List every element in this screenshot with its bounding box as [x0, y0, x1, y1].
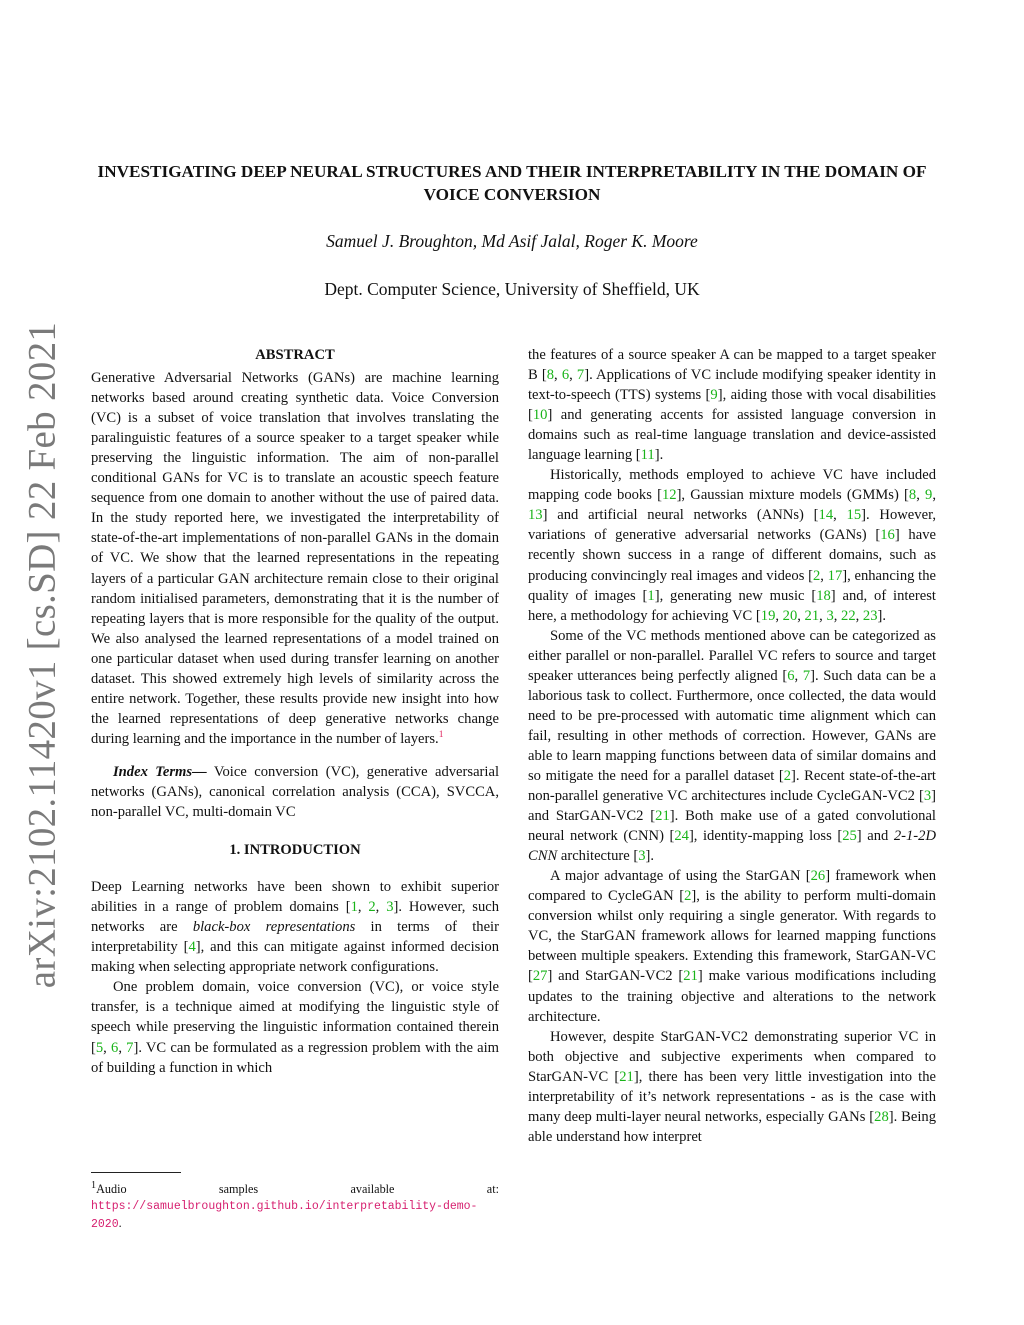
right-paragraph-5: However, despite StarGAN-VC2 demonstrating superior VC in both objective and subjective experiments when compared to StarGAN-VC [21], there has been very little investigation into the interpretability of it’s network representations - as is the case with many deep multi-layer neural networks, especially GANs [28]. Being able understand how interpret — [528, 1028, 936, 1145]
citation-link[interactable]: 1 — [647, 587, 655, 604]
citation-link[interactable]: 10 — [532, 407, 548, 424]
citation-link[interactable]: 14 — [818, 507, 834, 524]
citation-link[interactable]: 3 — [826, 607, 834, 624]
intro-paragraph-2: One problem domain, voice conversion (VC), or voice style transfer, is a technique aimed at modifying the linguistic style of speech while preserving the linguistic information contained therein [5, 6, 7]. VC can be formulated as a regression problem with the aim of building a function in which — [91, 979, 500, 1076]
citation-link[interactable]: 21 — [804, 607, 820, 624]
citation-link[interactable]: 6 — [787, 667, 795, 684]
citation-link[interactable]: 17 — [827, 567, 843, 584]
citation-link[interactable]: 21 — [683, 968, 698, 985]
left-column — [91, 345, 499, 1078]
footnote-marker-link[interactable]: 1 — [438, 730, 444, 741]
citation-link[interactable]: 2 — [783, 767, 792, 784]
citation-link[interactable]: 7 — [802, 667, 811, 684]
audio-samples-link[interactable]: https://samuelbroughton.github.io/interpretability-demo-2020 — [91, 1200, 478, 1232]
citation-link[interactable]: 6 — [561, 367, 570, 384]
abstract-text: Generative Adversarial Networks (GANs) are machine learning networks based around creating synthetic data. Voice Conversion (VC) is a subset of voice translation that involves translating the paralinguistic features of a source speaker to a target speaker while preserving the linguistic information. The aim of non-parallel conditional GANs for VC is to translate an acoustic speech feature sequence from one domain to another without the use of paired data. In the study reported here, we investigated the interpretability of state-of-the-art implementations of non-parallel GANs in the domain of VC. We show that the learned representations in the repeating layers of a particular GAN architecture remain close to their original random initialised parameters, demonstrating that it is the number of repeating layers that is more responsible for the quality of the output. We also analysed the learned representations of a model trained on one particular dataset when used during transfer learning on another dataset. This showed extremely high levels of similarity across the entire network. Together, these results provide new insight into how the learned representations of deep generative networks change during learning and the importance in the number of layers.$^1$ — [91, 370, 499, 747]
citation-link[interactable]: 9 — [710, 387, 718, 404]
citation-link[interactable]: 6 — [111, 1039, 119, 1056]
citation-link[interactable]: 13 — [528, 507, 543, 524]
introduction-heading: 1. INTRODUCTION — [229, 842, 361, 859]
citation-link[interactable]: 8 — [908, 487, 917, 504]
right-paragraph-2: Historically, methods employed to achieve VC have included mapping code books [12], Gaussian mixture models (GMMs) [8, 9, 13] and artificial neural networks (ANNs) [14, 15]. However, variations of generative adversarial networks (GANs) [16] have recently shown success in a range of different domains, such as producing convincingly real images and videos [2, 17], enhancing the quality of images [1], generating new music [18] and, of interest here, a methodology for achieving VC [19, 20, 21, 3, 22, 23]. — [528, 467, 936, 624]
citation-link[interactable]: 24 — [674, 828, 689, 845]
citation-link[interactable]: 4 — [188, 939, 196, 956]
citation-link[interactable]: 2 — [368, 899, 376, 916]
paper-title: INVESTIGATING DEEP NEURAL STRUCTURES AND THEIR INTERPRETABILITY IN THE DOMAIN OF VOICE CONVERSION — [97, 162, 927, 204]
citation-link[interactable]: 21 — [655, 808, 670, 825]
footnote-mark: 1 — [91, 1180, 97, 1191]
intro-paragraph-1: Deep Learning networks have been shown to exhibit superior abilities in a range of problem domains [1, 2, 3]. However, such networks are black-box representations in terms of their interpretability [4], and this can mitigate against informed decision making when selecting appropriate network configurations. — [91, 879, 500, 976]
citation-link[interactable]: 28 — [874, 1108, 889, 1125]
citation-link[interactable]: 22 — [841, 607, 856, 624]
right-paragraph-3: Some of the VC methods mentioned above can be categorized as either parallel or non-parallel. Parallel VC refers to source and target speaker utterances being perfectly aligned [6, 7]. Such data can be a laborious task to collect. Furthermore, once collected, the data would need to be pre-processed with automatic time alignment which can fail, resulting in other methods of correction. However, GANs are able to learn mapping functions between data of similar domains and so mitigate the need for a parallel dataset [2]. Recent state-of-the-art non-parallel generative VC architectures include CycleGAN-VC2 [3] and StarGAN-VC2 [21]. Both make use of a gated convolutional neural network (CNN) [24], identity-mapping loss [25] and 2-1-2D CNN architecture [3]. — [528, 627, 936, 865]
citation-link[interactable]: 8 — [546, 367, 555, 384]
citation-link[interactable]: 21 — [619, 1068, 634, 1085]
citation-link[interactable]: 27 — [532, 968, 548, 985]
citation-link[interactable]: 3 — [386, 899, 394, 916]
paper-authors: Samuel J. Broughton, Md Asif Jalal, Roger K. Moore — [326, 231, 698, 251]
footnote: $^1$Audio samples available at: https://samuelbroughton.github.io/interpretability-demo-2020. — [91, 1180, 499, 1232]
citation-link[interactable]: 7 — [126, 1039, 134, 1056]
citation-link[interactable]: 1 — [350, 899, 358, 916]
citation-link[interactable]: 3 — [923, 788, 932, 805]
citation-link[interactable]: 2 — [684, 888, 692, 905]
citation-link[interactable]: 18 — [816, 587, 831, 604]
citation-link[interactable]: 20 — [782, 607, 798, 624]
citation-link[interactable]: 9 — [925, 487, 933, 504]
citation-link[interactable]: 26 — [810, 868, 826, 885]
abstract-heading: ABSTRACT — [255, 347, 335, 363]
footnote-divider — [91, 1172, 181, 1173]
citation-link[interactable]: 5 — [95, 1039, 104, 1056]
paper-affiliation: Dept. Computer Science, University of Sheffield, UK — [324, 279, 700, 299]
arxiv-identifier-stamp: arXiv:2102.11420v1 [cs.SD] 22 Feb 2021 — [20, 321, 64, 989]
citation-link[interactable]: 2 — [812, 567, 821, 584]
right-paragraph-1: the features of a source speaker A can be mapped to a target speaker B [8, 6, 7]. Applications of VC include modifying speaker identity in text-to-speech (TTS) systems [9], aiding those with vocal disabilities [10] and generating accents for assisted language conversion in domains such as real-time language translation and device-assisted language learning [11]. — [528, 347, 937, 464]
index-terms: Index Terms— Voice conversion (VC), generative adversarial networks (GANs), canonical correlation analysis (CCA), SVCCA, non-parallel VC, multi-domain VC — [91, 763, 500, 821]
citation-link[interactable]: 16 — [880, 527, 895, 544]
citation-link[interactable]: 7 — [576, 367, 585, 384]
right-column — [528, 345, 936, 1147]
citation-link[interactable]: 23 — [862, 607, 878, 624]
citation-link[interactable]: 25 — [842, 828, 857, 845]
citation-link[interactable]: 12 — [661, 487, 677, 504]
citation-link[interactable]: 15 — [846, 507, 862, 524]
citation-link[interactable]: 3 — [638, 848, 646, 865]
citation-link[interactable]: 11 — [640, 447, 655, 464]
citation-link[interactable]: 19 — [760, 607, 776, 624]
right-paragraph-4: A major advantage of using the StarGAN [26] framework when compared to CycleGAN [2], is the ability to perform multi-domain conversion whilst only requiring a single generator. With regards to VC, the StarGAN framework allows for learned mapping functions between multiple speakers. Extending this framework, StarGAN-VC [27] and StarGAN-VC2 [21] make various modifications including updates to the training objective and alterations to the network architecture. — [528, 868, 936, 1025]
index-terms-label: Index Terms— — [113, 763, 207, 780]
